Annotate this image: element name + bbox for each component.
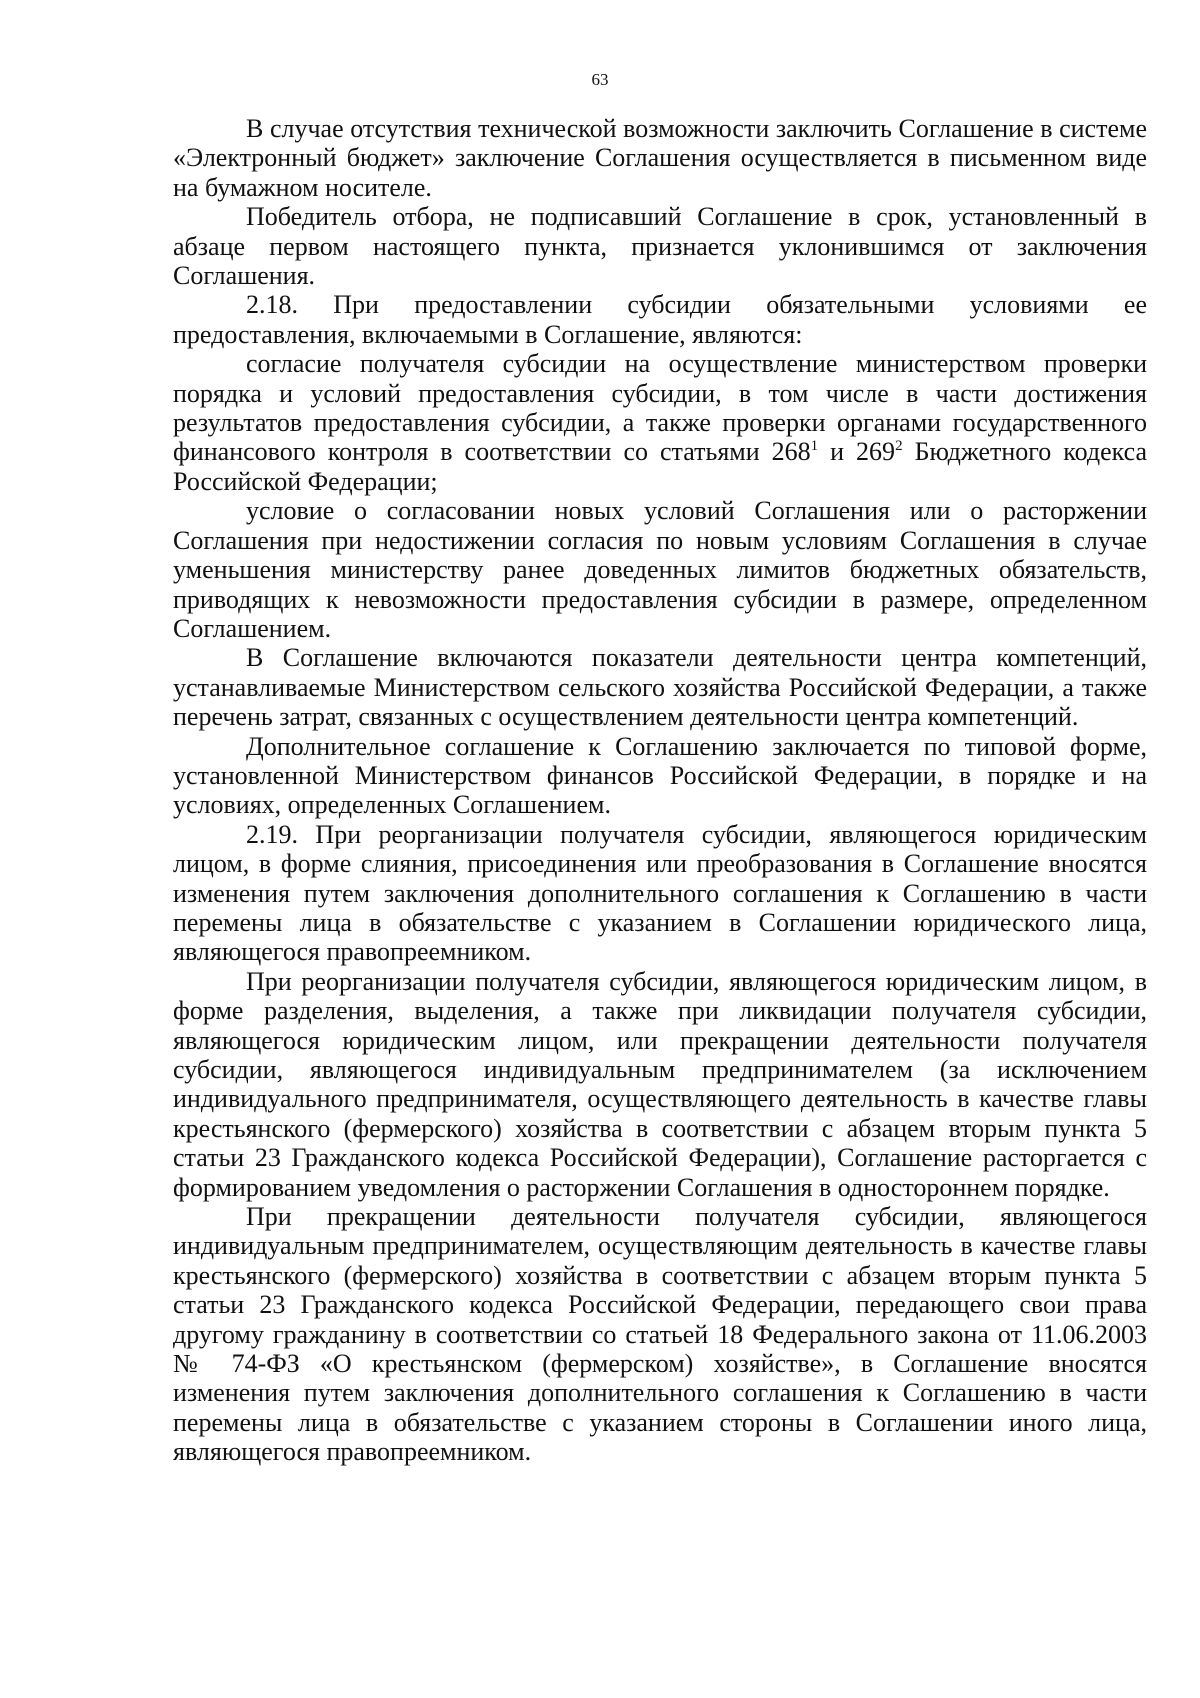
- recipient-consent-text: согласие получателя субсидии на осуществление министерством проверки порядка и условий предоставления субсидии, в том числе в части достижения результатов предоставления субсидии, а также проверки органами государственного финансового контроля в соответствии со статьями 268: [173, 349, 1147, 467]
- budget-code-reference: Бюджетного кодекса Российской Федерации;: [173, 437, 1147, 496]
- paragraph-2-19: 2.19. При реорганизации получателя субсидии, являющегося юридическим лицом, в форме слияния, присоединения или преобразования в Соглашение вносятся изменения путем заключения дополнительного соглашения к Соглашению в части перемены лица в обязательстве с указанием в Соглашении юридического лица, являющегося правопреемником.: [173, 819, 1147, 967]
- page-number: 63: [591, 70, 609, 89]
- document-body: [173, 114, 1147, 1467]
- paragraph-additional-agreement: Дополнительное соглашение к Соглашению заключается по типовой форме, установленной Министерством финансов Российской Федерации, в порядке и на условиях, определенных Соглашением.: [173, 731, 1147, 820]
- footnote-ref-mid: и 269: [818, 437, 896, 467]
- paragraph-termination-condition: условие о согласовании новых условий Соглашения или о расторжении Соглашения при недостижении согласия по новым условиям Соглашения в случае уменьшения министерству ранее доведенных лимитов бюджетных обязательств, приводящих к невозможности предоставления субсидии в размере, определенном Соглашением.: [173, 496, 1147, 643]
- paragraph-recipient-consent: [173, 349, 1147, 496]
- footnote-ref-2: 2: [895, 438, 903, 455]
- footnote-ref-1: 1: [810, 438, 819, 455]
- paragraph-winner-evasion: Победитель отбора, не подписавший Соглашение в срок, установленный в абзаце первом настоящего пункта, признается уклонившимся от заключения Соглашения.: [173, 202, 1147, 291]
- paragraph-reorganization-division: При реорганизации получателя субсидии, являющегося юридическим лицом, в форме разделения, выделения, а также при ликвидации получателя субсидии, являющегося юридическим лицом, или прекращении деятельности получателя субсидии, являющегося индивидуальным предпринимателем (за исключением индивидуального предпринимателя, осуществляющего деятельность в качестве главы крестьянского (фермерского) хозяйства в соответствии с абзацем вторым пункта 5 статьи 23 Гражданского кодекса Российской Федерации), Соглашение расторгается с формированием уведомления о расторжении Соглашения в одностороннем порядке.: [173, 966, 1147, 1202]
- paragraph-competence-center-indicators: В Соглашение включаются показатели деятельности центра компетенций, устанавливаемые Министерством сельского хозяйства Российской Федерации, а также перечень затрат, связанных с осуществлением деятельности центра компетенций.: [173, 643, 1147, 732]
- paragraph-2-18: 2.18. При предоставлении субсидии обязательными условиями ее предоставления, включаемыми в Соглашение, являются:: [173, 290, 1147, 349]
- paragraph-no-technical-possibility: В случае отсутствия технической возможности заключить Соглашение в системе «Электронный бюджет» заключение Соглашения осуществляется в письменном виде на бумажном носителе.: [173, 114, 1147, 202]
- paragraph-farm-transfer: При прекращении деятельности получателя субсидии, являющегося индивидуальным предпринимателем, осуществляющим деятельность в качестве главы крестьянского (фермерского) хозяйства в соответствии с абзацем вторым пункта 5 статьи 23 Гражданского кодекса Российской Федерации, передающего свои права другому гражданину в соответствии со статьей 18 Федерального закона от 11.06.2003 № 74-ФЗ «О крестьянском (фермерском) хозяйстве», в Соглашение вносятся изменения путем заключения дополнительного соглашения к Соглашению в части перемены лица в обязательстве с указанием стороны в Соглашении иного лица, являющегося правопреемником.: [173, 1202, 1147, 1467]
